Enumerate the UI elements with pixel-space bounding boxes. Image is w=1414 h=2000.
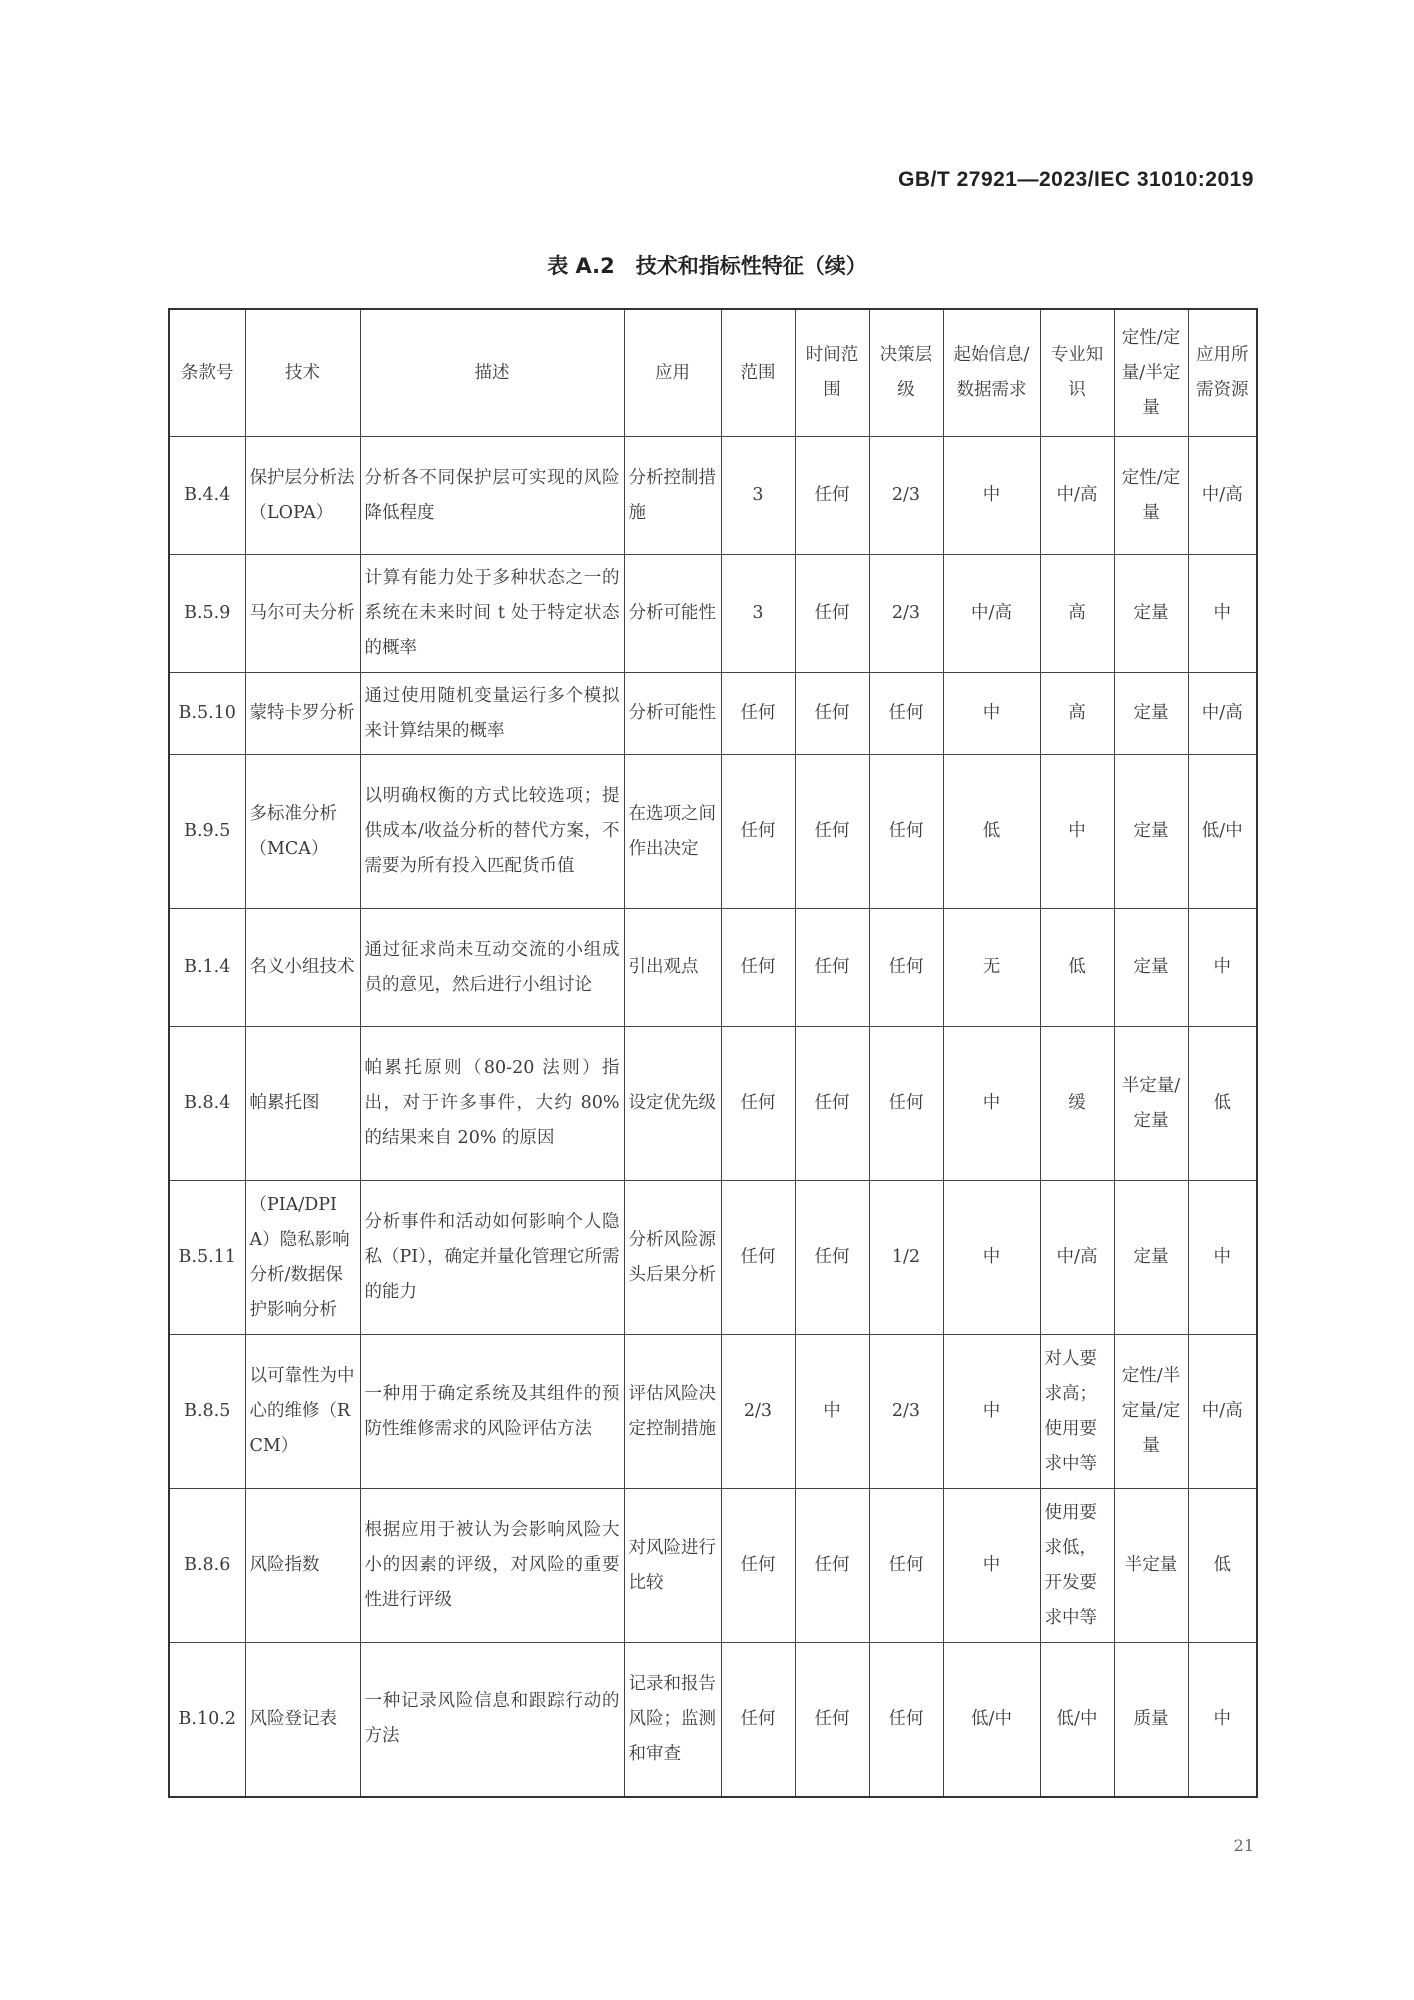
standard-code: GB/T 27921—2023/IEC 31010:2019 — [898, 168, 1254, 191]
col-header: 定性/定量/半定量 — [1114, 309, 1188, 437]
application-cell: 分析控制措施 — [624, 437, 721, 555]
scope-cell: 任何 — [721, 673, 795, 755]
description-cell: 计算有能力处于多种状态之一的系统在未来时间 t 处于特定状态的概率 — [360, 555, 624, 673]
info-needs-cell: 中 — [943, 1181, 1040, 1335]
info-needs-cell: 中 — [943, 1489, 1040, 1643]
expertise-cell: 低 — [1040, 909, 1114, 1027]
table-row — [169, 909, 1257, 1027]
clause-cell: B.5.9 — [169, 555, 245, 673]
clause-cell: B.4.4 — [169, 437, 245, 555]
col-header: 时间范围 — [795, 309, 869, 437]
technique-cell: 帕累托图 — [245, 1027, 360, 1181]
application-cell: 记录和报告风险；监测和审查 — [624, 1643, 721, 1797]
time-scope-cell: 任何 — [795, 555, 869, 673]
decision-level-cell: 2/3 — [869, 437, 943, 555]
description-cell: 分析各不同保护层可实现的风险降低程度 — [360, 437, 624, 555]
col-header: 范围 — [721, 309, 795, 437]
decision-level-cell: 任何 — [869, 755, 943, 909]
clause-cell: B.5.10 — [169, 673, 245, 755]
col-header: 应用所需资源 — [1188, 309, 1257, 437]
table-row — [169, 555, 1257, 673]
table-row — [169, 437, 1257, 555]
expertise-cell: 高 — [1040, 673, 1114, 755]
resources-cell: 中 — [1188, 1643, 1257, 1797]
expertise-cell: 高 — [1040, 555, 1114, 673]
decision-level-cell: 任何 — [869, 1027, 943, 1181]
clause-cell: B.5.11 — [169, 1181, 245, 1335]
time-scope-cell: 任何 — [795, 1181, 869, 1335]
application-cell: 设定优先级 — [624, 1027, 721, 1181]
application-cell: 分析可能性 — [624, 673, 721, 755]
quant-cell: 质量 — [1114, 1643, 1188, 1797]
expertise-cell: 中/高 — [1040, 1181, 1114, 1335]
table-row — [169, 673, 1257, 755]
scope-cell: 任何 — [721, 755, 795, 909]
expertise-cell: 对人要求高；使用要求中等 — [1040, 1335, 1114, 1489]
decision-level-cell: 任何 — [869, 1489, 943, 1643]
scope-cell: 2/3 — [721, 1335, 795, 1489]
scope-cell: 3 — [721, 555, 795, 673]
page-number: 21 — [1233, 1836, 1254, 1855]
expertise-cell: 使用要求低，开发要求中等 — [1040, 1489, 1114, 1643]
table-row — [169, 755, 1257, 909]
clause-cell: B.8.6 — [169, 1489, 245, 1643]
clause-cell: B.1.4 — [169, 909, 245, 1027]
scope-cell: 任何 — [721, 1489, 795, 1643]
resources-cell: 中/高 — [1188, 1335, 1257, 1489]
decision-level-cell: 任何 — [869, 1643, 943, 1797]
application-cell: 对风险进行比较 — [624, 1489, 721, 1643]
info-needs-cell: 中 — [943, 1335, 1040, 1489]
application-cell: 评估风险决定控制措施 — [624, 1335, 721, 1489]
technique-cell: 风险指数 — [245, 1489, 360, 1643]
quant-cell: 定量 — [1114, 755, 1188, 909]
characteristics-table — [168, 308, 1258, 1798]
info-needs-cell: 无 — [943, 909, 1040, 1027]
description-cell: 帕累托原则（80-20 法则）指出，对于许多事件，大约 80% 的结果来自 20% 的原因 — [360, 1027, 624, 1181]
clause-cell: B.8.5 — [169, 1335, 245, 1489]
description-cell: 通过使用随机变量运行多个模拟来计算结果的概率 — [360, 673, 624, 755]
table-row — [169, 1335, 1257, 1489]
quant-cell: 定量 — [1114, 555, 1188, 673]
decision-level-cell: 任何 — [869, 909, 943, 1027]
info-needs-cell: 中 — [943, 437, 1040, 555]
resources-cell: 低 — [1188, 1489, 1257, 1643]
info-needs-cell: 中/高 — [943, 555, 1040, 673]
time-scope-cell: 任何 — [795, 673, 869, 755]
quant-cell: 半定量/定量 — [1114, 1027, 1188, 1181]
resources-cell: 低/中 — [1188, 755, 1257, 909]
time-scope-cell: 任何 — [795, 909, 869, 1027]
info-needs-cell: 低/中 — [943, 1643, 1040, 1797]
table-header-row — [169, 309, 1257, 437]
description-cell: 以明确权衡的方式比较选项；提供成本/收益分析的替代方案，不需要为所有投入匹配货币值 — [360, 755, 624, 909]
time-scope-cell: 任何 — [795, 1489, 869, 1643]
info-needs-cell: 中 — [943, 673, 1040, 755]
col-header: 描述 — [360, 309, 624, 437]
application-cell: 在选项之间作出决定 — [624, 755, 721, 909]
col-header: 决策层级 — [869, 309, 943, 437]
expertise-cell: 中 — [1040, 755, 1114, 909]
technique-cell: 保护层分析法（LOPA） — [245, 437, 360, 555]
col-header: 应用 — [624, 309, 721, 437]
info-needs-cell: 中 — [943, 1027, 1040, 1181]
info-needs-cell: 低 — [943, 755, 1040, 909]
col-header: 起始信息/数据需求 — [943, 309, 1040, 437]
technique-cell: 马尔可夫分析 — [245, 555, 360, 673]
resources-cell: 中 — [1188, 555, 1257, 673]
resources-cell: 中 — [1188, 909, 1257, 1027]
application-cell: 引出观点 — [624, 909, 721, 1027]
table-row — [169, 1643, 1257, 1797]
col-header: 技术 — [245, 309, 360, 437]
quant-cell: 定量 — [1114, 909, 1188, 1027]
time-scope-cell: 任何 — [795, 437, 869, 555]
technique-cell: 蒙特卡罗分析 — [245, 673, 360, 755]
table-row — [169, 1489, 1257, 1643]
technique-cell: 风险登记表 — [245, 1643, 360, 1797]
scope-cell: 任何 — [721, 909, 795, 1027]
time-scope-cell: 任何 — [795, 1027, 869, 1181]
quant-cell: 定量 — [1114, 673, 1188, 755]
decision-level-cell: 2/3 — [869, 1335, 943, 1489]
expertise-cell: 缓 — [1040, 1027, 1114, 1181]
clause-cell: B.10.2 — [169, 1643, 245, 1797]
technique-cell: （PIA/DPIA）隐私影响分析/数据保护影响分析 — [245, 1181, 360, 1335]
expertise-cell: 中/高 — [1040, 437, 1114, 555]
scope-cell: 任何 — [721, 1643, 795, 1797]
application-cell: 分析风险源头后果分析 — [624, 1181, 721, 1335]
time-scope-cell: 中 — [795, 1335, 869, 1489]
technique-cell: 名义小组技术 — [245, 909, 360, 1027]
resources-cell: 低 — [1188, 1027, 1257, 1181]
col-header: 专业知识 — [1040, 309, 1114, 437]
scope-cell: 任何 — [721, 1027, 795, 1181]
time-scope-cell: 任何 — [795, 755, 869, 909]
decision-level-cell: 1/2 — [869, 1181, 943, 1335]
description-cell: 一种记录风险信息和跟踪行动的方法 — [360, 1643, 624, 1797]
resources-cell: 中/高 — [1188, 673, 1257, 755]
quant-cell: 定性/定量 — [1114, 437, 1188, 555]
technique-cell: 以可靠性为中心的维修（RCM） — [245, 1335, 360, 1489]
resources-cell: 中/高 — [1188, 437, 1257, 555]
scope-cell: 任何 — [721, 1181, 795, 1335]
application-cell: 分析可能性 — [624, 555, 721, 673]
description-cell: 一种用于确定系统及其组件的预防性维修需求的风险评估方法 — [360, 1335, 624, 1489]
quant-cell: 定量 — [1114, 1181, 1188, 1335]
technique-cell: 多标准分析（MCA） — [245, 755, 360, 909]
table-row — [169, 1027, 1257, 1181]
decision-level-cell: 2/3 — [869, 555, 943, 673]
resources-cell: 中 — [1188, 1181, 1257, 1335]
clause-cell: B.9.5 — [169, 755, 245, 909]
col-header: 条款号 — [169, 309, 245, 437]
time-scope-cell: 任何 — [795, 1643, 869, 1797]
decision-level-cell: 任何 — [869, 673, 943, 755]
quant-cell: 定性/半定量/定量 — [1114, 1335, 1188, 1489]
table-title: 表 A.2 技术和指标性特征（续） — [547, 254, 867, 278]
description-cell: 分析事件和活动如何影响个人隐私（PI），确定并量化管理它所需的能力 — [360, 1181, 624, 1335]
scope-cell: 3 — [721, 437, 795, 555]
description-cell: 根据应用于被认为会影响风险大小的因素的评级，对风险的重要性进行评级 — [360, 1489, 624, 1643]
clause-cell: B.8.4 — [169, 1027, 245, 1181]
expertise-cell: 低/中 — [1040, 1643, 1114, 1797]
table-row — [169, 1181, 1257, 1335]
description-cell: 通过征求尚未互动交流的小组成员的意见，然后进行小组讨论 — [360, 909, 624, 1027]
quant-cell: 半定量 — [1114, 1489, 1188, 1643]
